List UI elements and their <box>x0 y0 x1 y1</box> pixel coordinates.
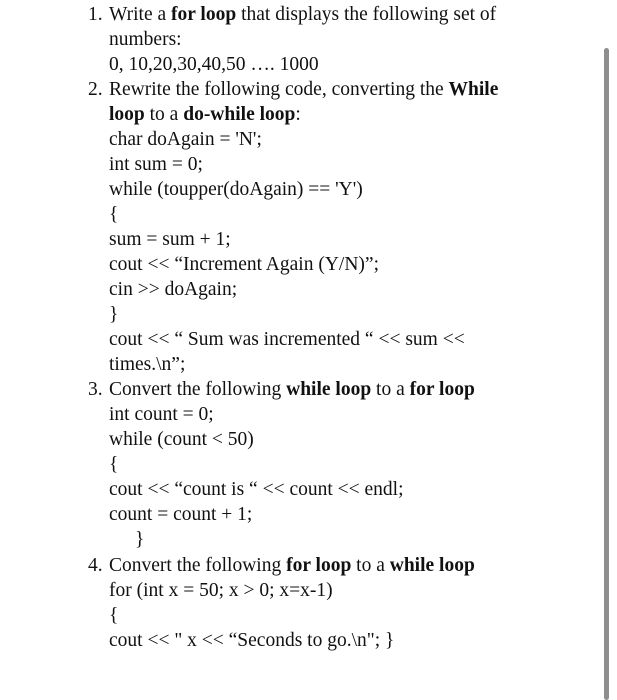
q2-code-line: char doAgain = 'N'; <box>109 129 262 150</box>
q2-code-line: cin >> doAgain; <box>109 279 238 300</box>
q2-code-line: } <box>109 304 119 325</box>
q4-code-line: for (int x = 50; x > 0; x=x-1) <box>109 580 333 601</box>
q2-title-cont: loop to a do-while loop: <box>109 104 301 125</box>
q1-title-cont: numbers: <box>109 29 182 50</box>
q3-code-line: } <box>135 529 145 550</box>
q1-sequence: 0, 10,20,30,40,50 …. 1000 <box>109 54 319 75</box>
q2-code-line: sum = sum + 1; <box>109 229 231 250</box>
q2-code-line: cout << “ Sum was incremented “ << sum << <box>109 329 465 350</box>
q1-title: Write a for loop that displays the following set of <box>109 4 497 25</box>
q2-title: Rewrite the following code, converting the While <box>109 79 499 100</box>
q2-code-line: int sum = 0; <box>109 154 203 175</box>
q3-code-line: while (count < 50) <box>109 429 254 450</box>
q3-code-line: cout << “count is “ << count << endl; <box>109 479 404 500</box>
q2-code-line: { <box>109 204 119 225</box>
vertical-scrollbar[interactable] <box>604 48 609 700</box>
q4-number: 4. <box>88 555 103 576</box>
q3-code-line: count = count + 1; <box>109 504 253 525</box>
q3-code-line: { <box>109 454 119 475</box>
q3-number: 3. <box>88 379 103 400</box>
q4-code-line: cout << " x << “Seconds to go.\n"; } <box>109 630 395 651</box>
q2-code-line: cout << “Increment Again (Y/N)”; <box>109 254 379 275</box>
q2-code-line: while (toupper(doAgain) == 'Y') <box>109 179 363 200</box>
q4-code-line: { <box>109 605 119 626</box>
q3-code-line: int count = 0; <box>109 404 214 425</box>
q4-title: Convert the following for loop to a while loop <box>109 555 475 576</box>
q2-number: 2. <box>88 79 103 100</box>
q3-title: Convert the following while loop to a for loop <box>109 379 475 400</box>
q1-number: 1. <box>88 4 103 25</box>
q2-code-line: times.\n”; <box>109 354 186 375</box>
